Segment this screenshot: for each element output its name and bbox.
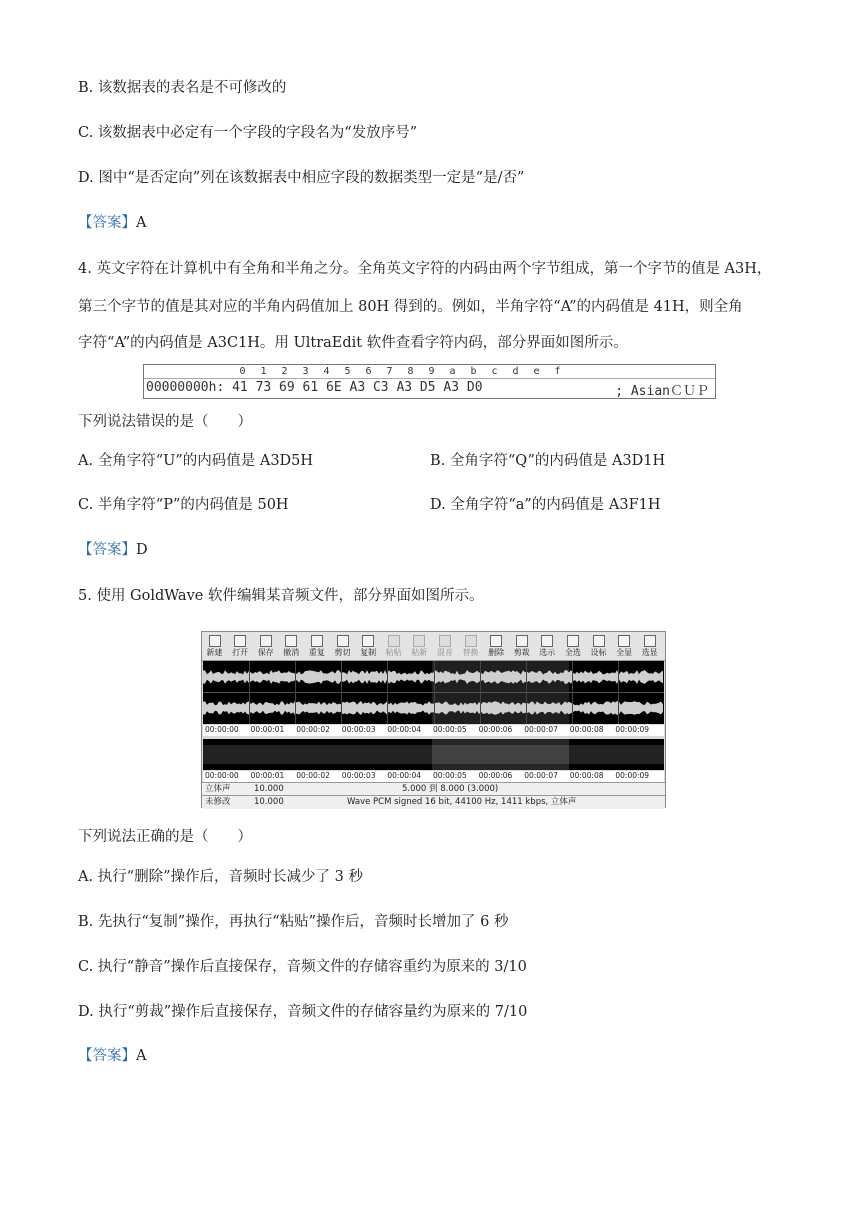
toolbar-button-label: 替换 (462, 648, 479, 657)
paste-new-icon (413, 635, 425, 647)
hex-column-label: 6 (365, 366, 372, 377)
redo-icon (311, 635, 323, 647)
status-row-2 (202, 795, 665, 809)
ruler-tick-label: 00:00:02 (296, 725, 330, 734)
save-icon (260, 635, 272, 647)
toolbar-button-label: 粘贴 (385, 648, 402, 657)
time-ruler-bottom (203, 771, 664, 782)
toolbar-button-label: 剪切 (334, 648, 351, 657)
toolbar-button-view-selection[interactable] (638, 633, 661, 659)
answer-tag: 【答案】 (78, 215, 136, 231)
status-selection: 5.000 到 8.000 (3.000) (402, 784, 499, 794)
q5-option-c: C. 执行“静音”操作后直接保存，音频文件的存储容重约为原来的 3/10 (78, 959, 527, 975)
ruler-tick-label: 00:00:04 (387, 771, 422, 780)
toolbar-button-label: 全选 (564, 648, 581, 657)
hex-column-label: d (512, 366, 519, 377)
toolbar-button-label: 复制 (360, 648, 377, 657)
hex-column-label: 5 (344, 366, 351, 377)
waveform-gridline (341, 661, 342, 724)
waveform-gridline (526, 661, 527, 724)
status-length-2: 10.000 (254, 797, 284, 807)
q4-prompt: 下列说法错误的是（ ） (78, 414, 252, 430)
toolbar-button-label: 删除 (488, 648, 505, 657)
status-length: 10.000 (254, 784, 284, 794)
open-icon (234, 635, 246, 647)
toolbar-button-label: 选显 (641, 648, 658, 657)
toolbar-button-label: 新建 (206, 648, 223, 657)
toolbar-button-label: 选示 (539, 648, 556, 657)
q4-stem-line-2: 第三个字节的值是其对应的半角内码值加上 80H 得到的。例如，半角字符“A”的内码值是 41H，则全角 (78, 299, 743, 315)
hex-column-label: 3 (302, 366, 309, 377)
q4-answer-value: D (136, 542, 148, 558)
undo-icon (285, 635, 297, 647)
ruler-tick-label: 00:00:04 (387, 725, 422, 734)
ruler-tick-label: 00:00:03 (341, 725, 376, 734)
copy-icon (362, 635, 374, 647)
toolbar-button-select-all[interactable] (561, 633, 584, 659)
toolbar-button-label: 重复 (308, 648, 325, 657)
waveform-gridline (434, 661, 435, 724)
waveform-display[interactable] (203, 661, 664, 724)
toolbar-button-label: 粘新 (411, 648, 428, 657)
answer-tag: 【答案】 (78, 542, 136, 558)
toolbar-button-set-marker[interactable] (587, 633, 610, 659)
q3-answer (78, 213, 146, 233)
set-marker-icon (593, 635, 605, 647)
status-channel: 立体声 (205, 784, 231, 794)
ruler-tick-label: 00:00:03 (341, 771, 376, 780)
toolbar-button-label: 剪裁 (513, 648, 530, 657)
q5-stem: 5. 使用 GoldWave 软件编辑某音频文件，部分界面如图所示。 (78, 588, 484, 604)
q5-answer (78, 1046, 146, 1066)
status-state: 未修改 (205, 797, 231, 807)
toolbar-button-label: 设标 (590, 648, 607, 657)
q4-option-b: B. 全角字符“Q”的内码值是 A3D1H (430, 453, 666, 469)
ruler-tick-label: 00:00:09 (615, 725, 650, 734)
paste-icon (388, 635, 400, 647)
toolbar-button-label: 撤消 (283, 648, 300, 657)
hex-column-label: f (554, 366, 561, 377)
toolbar-button-label: 打开 (232, 648, 249, 657)
hex-column-header (232, 366, 568, 377)
ultraedit-hex-view (143, 364, 716, 399)
waveform-gridline (572, 661, 573, 724)
q5-option-d: D. 执行“剪裁”操作后直接保存，音频文件的存储容量约为原来的 7/10 (78, 1004, 528, 1020)
toolbar-button-cut[interactable] (331, 633, 354, 659)
toolbar-button-copy[interactable] (357, 633, 380, 659)
toolbar-button-delete[interactable] (485, 633, 508, 659)
waveform-gridline (387, 661, 388, 724)
q5-option-a: A. 执行“删除”操作后，音频时长减少了 3 秒 (78, 869, 363, 885)
ruler-tick-label: 00:00:02 (296, 771, 330, 780)
q4-option-c: C. 半角字符“P”的内码值是 50H (78, 497, 289, 513)
ruler-tick-label: 00:00:00 (205, 771, 239, 780)
replace-icon (465, 635, 477, 647)
status-row-1 (202, 782, 665, 796)
view-all-icon (618, 635, 630, 647)
ruler-tick-label: 00:00:06 (478, 771, 513, 780)
ruler-tick-label: 00:00:09 (615, 771, 650, 780)
ruler-tick-label: 00:00:06 (478, 725, 513, 734)
hex-column-label: 0 (239, 366, 246, 377)
q4-answer (78, 540, 148, 560)
new-icon (209, 635, 221, 647)
ruler-tick-label: 00:00:00 (205, 725, 239, 734)
waveform-gridline (480, 661, 481, 724)
ruler-tick-label: 00:00:07 (524, 771, 558, 780)
hex-column-label: c (491, 366, 498, 377)
cut-icon (337, 635, 349, 647)
ruler-tick-label: 00:00:08 (569, 771, 604, 780)
toolbar-button-label: 全显 (616, 648, 633, 657)
ruler-tick-label: 00:00:08 (569, 725, 604, 734)
q5-option-b: B. 先执行“复制”操作，再执行“粘贴”操作后，音频时长增加了 6 秒 (78, 914, 509, 930)
q5-answer-value: A (136, 1048, 147, 1064)
delete-icon (490, 635, 502, 647)
toolbar-button-redo[interactable] (305, 633, 328, 659)
toolbar-button-mix[interactable] (433, 633, 456, 659)
toolbar-button-trim[interactable] (510, 633, 533, 659)
q3-option-b: B. 该数据表的表名是不可修改的 (78, 80, 287, 96)
q4-option-d: D. 全角字符“a”的内码值是 A3F1H (430, 497, 661, 513)
ruler-tick-label: 00:00:01 (250, 771, 285, 780)
goldwave-toolbar (202, 632, 665, 661)
waveform-gridline (295, 661, 296, 724)
trim-icon (516, 635, 528, 647)
view-selection-icon (644, 635, 656, 647)
mix-icon (439, 635, 451, 647)
hex-column-label: b (470, 366, 477, 377)
hex-column-label: 2 (281, 366, 288, 377)
q4-stem-line-3: 字符“A”的内码值是 A3C1H。用 UltraEdit 软件查看字符内码，部分界面如图所示。 (78, 335, 628, 351)
toolbar-button-paste-new[interactable] (408, 633, 431, 659)
ruler-tick-label: 00:00:07 (524, 725, 558, 734)
select-all-icon (567, 635, 579, 647)
toolbar-button-label: 混音 (436, 648, 453, 657)
time-ruler-top (203, 725, 664, 736)
hex-column-label: 8 (407, 366, 414, 377)
toolbar-button-undo[interactable] (280, 633, 303, 659)
q3-answer-value: A (136, 215, 147, 231)
toolbar-button-open[interactable] (229, 633, 252, 659)
waveform-gridline (249, 661, 250, 724)
toolbar-button-replace[interactable] (459, 633, 482, 659)
q5-prompt: 下列说法正确的是（ ） (78, 829, 252, 845)
hex-column-label: 7 (386, 366, 393, 377)
hex-column-label: 9 (428, 366, 435, 377)
toolbar-button-view-all[interactable] (613, 633, 636, 659)
hex-row: 00000000h: 41 73 69 61 6E A3 C3 A3 D5 A3 D0 (146, 380, 483, 395)
q4-stem-line-1: 4. 英文字符在计算机中有全角和半角之分。全角英文字符的内码由两个字节组成，第一个字节的值是 A3H， (78, 261, 772, 277)
waveform-gridline (618, 661, 619, 724)
ruler-tick-label: 00:00:05 (433, 725, 467, 734)
hex-ascii: ; AsianＣＵＰ (615, 384, 709, 399)
hex-column-label: e (533, 366, 540, 377)
hex-column-label: a (449, 366, 456, 377)
toolbar-button-label: 保存 (257, 648, 274, 657)
q3-option-c: C. 该数据表中必定有一个字段的字段名为“发放序号” (78, 125, 418, 141)
hex-column-label: 4 (323, 366, 330, 377)
answer-tag: 【答案】 (78, 1048, 136, 1064)
toolbar-button-save[interactable] (254, 633, 277, 659)
ruler-tick-label: 00:00:05 (433, 771, 467, 780)
hex-divider (144, 378, 715, 379)
q4-option-a: A. 全角字符“U”的内码值是 A3D5H (78, 453, 314, 469)
overview-waveform[interactable] (203, 739, 664, 770)
hex-column-label: 1 (260, 366, 267, 377)
toolbar-button-show-selection[interactable] (536, 633, 559, 659)
show-selection-icon (541, 635, 553, 647)
status-format: Wave PCM signed 16 bit, 44100 Hz, 1411 kbps, 立体声 (347, 797, 577, 807)
toolbar-button-paste[interactable] (382, 633, 405, 659)
ruler-tick-label: 00:00:01 (250, 725, 285, 734)
overview-selection (432, 739, 569, 770)
q3-option-d: D. 图中“是否定向”列在该数据表中相应字段的数据类型一定是“是/否” (78, 170, 525, 186)
goldwave-window (201, 631, 666, 808)
toolbar-button-new[interactable] (203, 633, 226, 659)
